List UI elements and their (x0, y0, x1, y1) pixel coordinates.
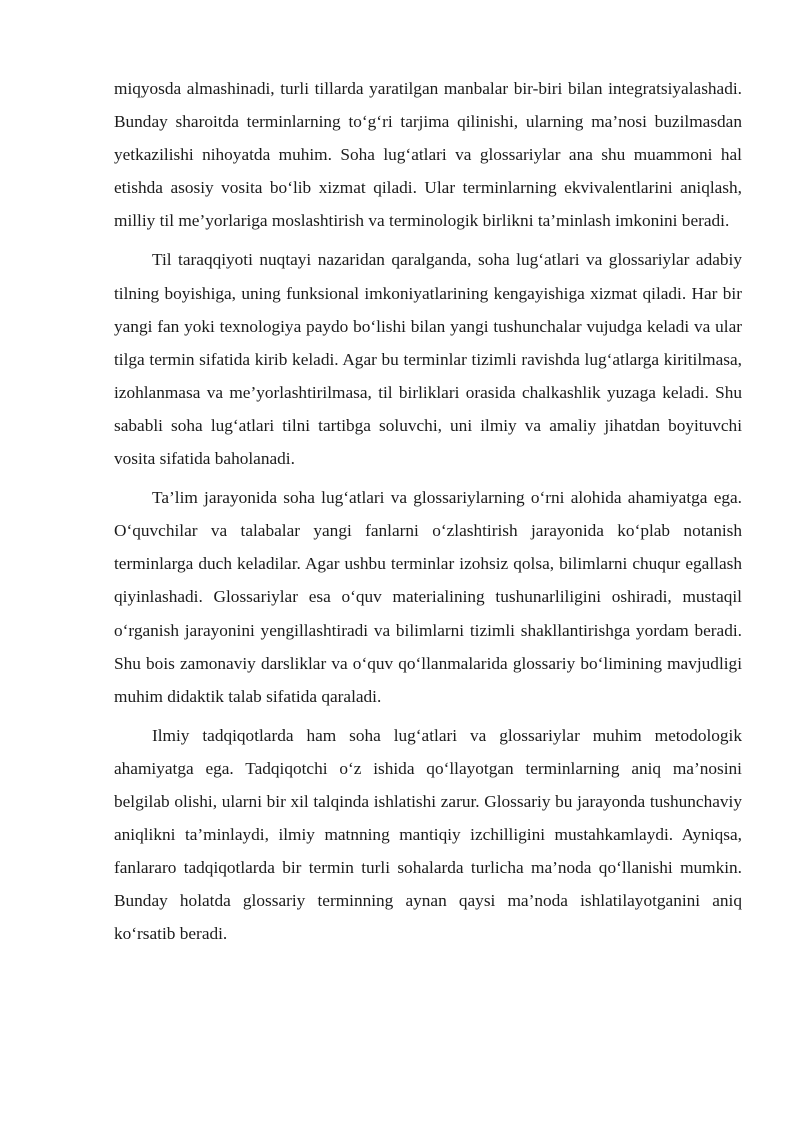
paragraph-language-development: Til taraqqiyoti nuqtayi nazaridan qaralganda, soha lug‘atlari va glossariylar adabiy tilning boyishiga, uning funksional imkoniyatlarining kengayishiga xizmat qiladi. Har bir yangi fan yoki texnologiya paydo bo‘lishi bilan yangi tushunchalar vujudga keladi va ular tilga termin sifatida kirib keladi. Agar bu terminlar tizimli ravishda lug‘atlarga kiritilmasa, izohlanmasa va me’yorlashtirilmasa, til birliklari orasida chalkashlik yuzaga keladi. Shu sababli soha lug‘atlari tilni tartibga soluvchi, uni ilmiy va amaliy jihatdan boyituvchi vosita sifatida baholanadi. (114, 250, 742, 469)
paragraph-continuation: miqyosda almashinadi, turli tillarda yaratilgan manbalar bir-biri bilan integratsiyalashadi. Bunday sharoitda terminlarning to‘g‘ri tarjima qilinishi, ularning ma’nosi buzilmasdan yetkazilishi nihoyatda muhim. Soha lug‘atlari va glossariylar ana shu muammoni hal etishda asosiy vosita bo‘lib xizmat qiladi. Ular terminlarning ekvivalentlarini aniqlash, milliy til me’yorlariga moslashtirish va terminologik birlikni ta’minlash imkonini beradi. (114, 79, 742, 231)
paragraph-education: Ta’lim jarayonida soha lug‘atlari va glossariylarning o‘rni alohida ahamiyatga ega. O‘quvchilar va talabalar yangi fanlarni o‘zlashtirish jarayonida ko‘plab notanish terminlarga duch keladilar. Agar ushbu terminlar izohsiz qolsa, bilimlarni chuqur egallash qiyinlashadi. Glossariylar esa o‘quv materialining tushunarliligini oshiradi, mustaqil o‘rganish jarayonini yengillashtiradi va bilimlarni tizimli shakllantirishga yordam beradi. Shu bois zamonaviy darsliklar va o‘quv qo‘llanmalarida glossariy bo‘limining mavjudligi muhim didaktik talab sifatida qaraladi. (114, 488, 742, 706)
paragraph-scientific-research: Ilmiy tadqiqotlarda ham soha lug‘atlari va glossariylar muhim metodologik ahamiyatga ega. Tadqiqotchi o‘z ishida qo‘llayotgan terminlarning aniq ma’nosini belgilab olishi, ularni bir xil talqinda ishlatishi zarur. Glossariy bu jarayonda tushunchaviy aniqlikni ta’minlaydi, ilmiy matnning mantiqiy izchilligini mustahkamlaydi. Ayniqsa, fanlararo tadqiqotlarda bir termin turli sohalarda turlicha ma’noda qo‘llanishi mumkin. Bunday holatda glossariy terminning aynan qaysi ma’noda ishlatilayotganini aniq ko‘rsatib beradi. (114, 725, 742, 944)
document-body (114, 72, 742, 956)
